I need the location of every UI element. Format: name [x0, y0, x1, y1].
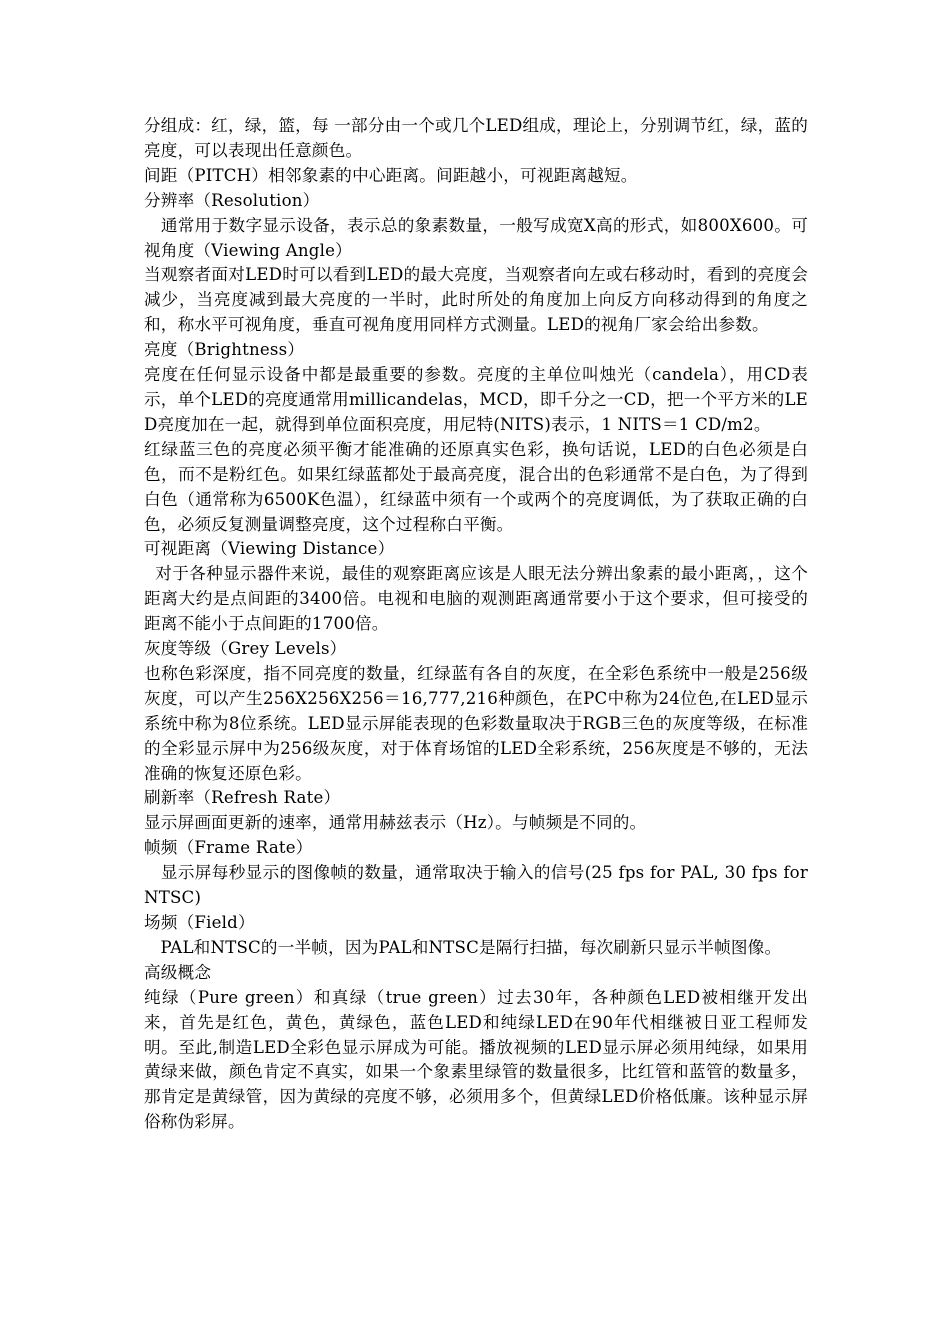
paragraph-pitch: 间距（PITCH）相邻象素的中心距离。间距越小，可视距离越短。: [144, 165, 638, 185]
heading-frame-rate: 帧频（Frame Rate）: [144, 838, 313, 858]
heading-grey-levels: 灰度等级（Grey Levels）: [144, 639, 347, 659]
paragraph-color-composition: 分组成：红，绿，篮，每 一部分由一个或几个LED组成，理论上，分别调节红，绿，蓝的亮度，可以表现出任意颜色。: [144, 116, 808, 160]
paragraph-brightness: 亮度在任何显示设备中都是最重要的参数。亮度的主单位叫烛光（candela），用CD表示，单个LED的亮度通常用millicandelas，MCD，即千分之一CD，把一个平方米的LED亮度加在一起，就得到单位面积亮度，用尼特(NITS)表示，1 NITS＝1 CD/m2。: [144, 365, 808, 434]
paragraph-field: PAL和NTSC的一半帧，因为PAL和NTSC是隔行扫描，每次刷新只显示半帧图像。: [144, 937, 782, 957]
heading-advanced-concepts: 高级概念: [144, 962, 212, 982]
paragraph-frame-rate: 显示屏每秒显示的图像帧的数量，通常取决于输入的信号(25 fps for PAL, 30 fps for NTSC): [144, 863, 814, 908]
paragraph-viewing-distance: 对于各种显示器件来说，最佳的观察距离应该是人眼无法分辨出象素的最小距离，，这个距离大约是点间距的3400倍。电视和电脑的观测距离通常要小于这个要求，但可接受的距离不能小于点间距的1700倍。: [144, 564, 809, 634]
paragraph-resolution: 通常用于数字显示设备，表示总的象素数量，一般写成宽X高的形式，如800X600。可视角度（Viewing Angle）: [144, 215, 808, 260]
heading-refresh-rate: 刷新率（Refresh Rate）: [144, 788, 341, 808]
paragraph-refresh-rate: 显示屏画面更新的速率，通常用赫兹表示（Hz）。与帧频是不同的。: [144, 813, 647, 833]
heading-brightness: 亮度（Brightness）: [144, 340, 305, 360]
heading-resolution: 分辨率（Resolution）: [144, 190, 320, 210]
document-page: [144, 114, 814, 1135]
heading-field: 场频（Field）: [144, 913, 255, 932]
heading-viewing-distance: 可视距离（Viewing Distance）: [144, 539, 395, 559]
paragraph-grey-levels: 也称色彩深度，指不同亮度的数量，红绿蓝有各自的灰度，在全彩色系统中一般是256级灰度，可以产生256X256X256＝16,777,216种颜色，在PC中称为24位色,在LED显示系统中称为8位系统。LED显示屏能表现的色彩数量取决于RGB三色的灰度等级，在标准的全彩显示屏中为256级灰度，对于体育场馆的LED全彩系统，256灰度是不够的，无法准确的恢复还原色彩。: [144, 663, 808, 783]
paragraph-white-balance: 红绿蓝三色的亮度必须平衡才能准确的还原真实色彩，换句话说，LED的白色必须是白色，而不是粉红色。如果红绿蓝都处于最高亮度，混合出的色彩通常不是白色，为了得到白色（通常称为6500K色温），红绿蓝中须有一个或两个的亮度调低，为了获取正确的白色，必须反复测量调整亮度，这个过程称白平衡。: [144, 439, 808, 534]
paragraph-viewing-angle: 当观察者面对LED时可以看到LED的最大亮度，当观察者向左或右移动时，看到的亮度会减少，当亮度减到最大亮度的一半时，此时所处的角度加上向反方向移动得到的角度之和，称水平可视角度，垂直可视角度用同样方式测量。LED的视角厂家会给出参数。: [144, 265, 808, 335]
paragraph-pure-green: 纯绿（Pure green）和真绿（true green）过去30年，各种颜色LED被相继开发出来，首先是红色，黄色，黄绿色，蓝色LED和纯绿LED在90年代相继被日亚工程师发明。至此,制造LED全彩色显示屏成为可能。播放视频的LED显示屏必须用纯绿，如果用黄绿来做，颜色肯定不真实，如果一个象素里绿管的数量很多，比红管和蓝管的数量多，那肯定是黄绿管，因为黄绿的亮度不够，必须用多个，但黄绿LED价格低廉。该种显示屏俗称伪彩屏。: [144, 987, 808, 1132]
